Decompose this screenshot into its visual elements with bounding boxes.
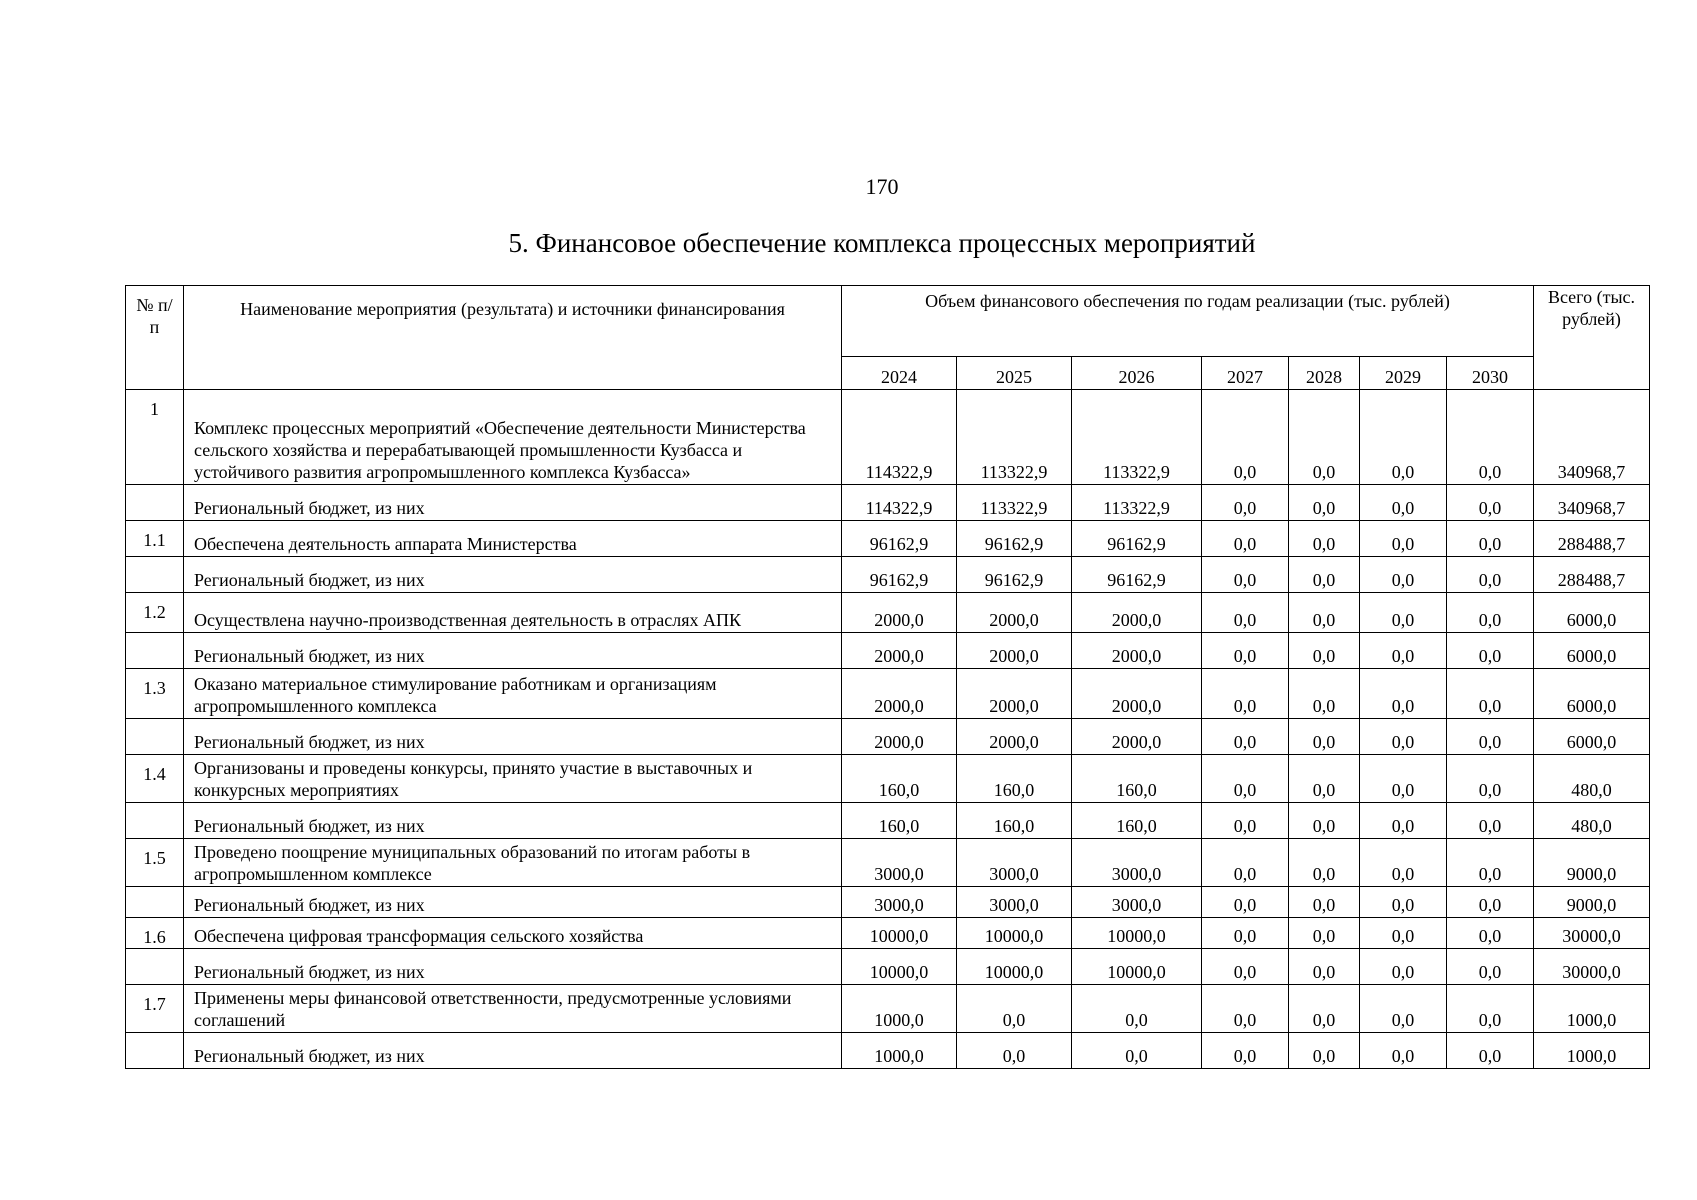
row-value-2028: 0,0 bbox=[1289, 985, 1360, 1033]
row-value-2028: 0,0 bbox=[1289, 719, 1360, 755]
row-value-2030: 0,0 bbox=[1447, 918, 1534, 949]
row-name: Проведено поощрение муниципальных образований по итогам работы в агропромышленном комплексе bbox=[184, 839, 842, 887]
row-value-2030: 0,0 bbox=[1447, 803, 1534, 839]
row-number: 1.2 bbox=[126, 593, 184, 633]
row-value-2028: 0,0 bbox=[1289, 803, 1360, 839]
row-value-2024: 114322,9 bbox=[842, 390, 957, 485]
table-row bbox=[126, 985, 1650, 1033]
row-value-2026: 2000,0 bbox=[1072, 593, 1202, 633]
row-value-2028: 0,0 bbox=[1289, 669, 1360, 719]
row-total: 6000,0 bbox=[1534, 633, 1650, 669]
row-value-2029: 0,0 bbox=[1360, 633, 1447, 669]
row-total: 288488,7 bbox=[1534, 557, 1650, 593]
row-value-2027: 0,0 bbox=[1202, 755, 1289, 803]
row-name: Региональный бюджет, из них bbox=[184, 633, 842, 669]
row-value-2025: 0,0 bbox=[957, 1033, 1072, 1069]
row-total: 480,0 bbox=[1534, 755, 1650, 803]
row-value-2026: 2000,0 bbox=[1072, 719, 1202, 755]
row-total: 340968,7 bbox=[1534, 485, 1650, 521]
table-row bbox=[126, 633, 1650, 669]
row-value-2030: 0,0 bbox=[1447, 593, 1534, 633]
row-value-2027: 0,0 bbox=[1202, 390, 1289, 485]
row-number bbox=[126, 949, 184, 985]
row-total: 1000,0 bbox=[1534, 1033, 1650, 1069]
financing-table bbox=[125, 285, 1650, 1069]
row-value-2025: 96162,9 bbox=[957, 521, 1072, 557]
row-value-2029: 0,0 bbox=[1360, 839, 1447, 887]
row-number bbox=[126, 887, 184, 918]
row-total: 9000,0 bbox=[1534, 839, 1650, 887]
header-year: 2028 bbox=[1289, 357, 1360, 390]
row-value-2028: 0,0 bbox=[1289, 485, 1360, 521]
row-value-2027: 0,0 bbox=[1202, 887, 1289, 918]
row-name: Региональный бюджет, из них bbox=[184, 949, 842, 985]
header-number: № п/п bbox=[126, 286, 184, 390]
row-number: 1.5 bbox=[126, 839, 184, 887]
table-row bbox=[126, 887, 1650, 918]
row-value-2029: 0,0 bbox=[1360, 918, 1447, 949]
row-value-2026: 2000,0 bbox=[1072, 669, 1202, 719]
page-number: 170 bbox=[865, 174, 899, 199]
row-name: Региональный бюджет, из них bbox=[184, 719, 842, 755]
row-value-2030: 0,0 bbox=[1447, 755, 1534, 803]
row-value-2026: 2000,0 bbox=[1072, 633, 1202, 669]
row-value-2025: 113322,9 bbox=[957, 390, 1072, 485]
header-year: 2029 bbox=[1360, 357, 1447, 390]
row-value-2027: 0,0 bbox=[1202, 633, 1289, 669]
header-year: 2030 bbox=[1447, 357, 1534, 390]
row-value-2030: 0,0 bbox=[1447, 839, 1534, 887]
row-value-2025: 3000,0 bbox=[957, 839, 1072, 887]
row-value-2025: 2000,0 bbox=[957, 669, 1072, 719]
row-total: 340968,7 bbox=[1534, 390, 1650, 485]
row-name: Осуществлена научно-производственная деятельность в отраслях АПК bbox=[184, 593, 842, 633]
row-value-2030: 0,0 bbox=[1447, 949, 1534, 985]
row-value-2027: 0,0 bbox=[1202, 669, 1289, 719]
header-year: 2025 bbox=[957, 357, 1072, 390]
row-value-2030: 0,0 bbox=[1447, 669, 1534, 719]
row-name: Оказано материальное стимулирование работникам и организациям агропромышленного комплекса bbox=[184, 669, 842, 719]
row-value-2025: 113322,9 bbox=[957, 485, 1072, 521]
row-total: 1000,0 bbox=[1534, 985, 1650, 1033]
row-value-2026: 0,0 bbox=[1072, 985, 1202, 1033]
header-volume: Объем финансового обеспечения по годам реализации (тыс. рублей) bbox=[842, 286, 1534, 357]
row-value-2024: 3000,0 bbox=[842, 887, 957, 918]
table-row bbox=[126, 803, 1650, 839]
table-row bbox=[126, 755, 1650, 803]
row-value-2028: 0,0 bbox=[1289, 593, 1360, 633]
row-total: 30000,0 bbox=[1534, 918, 1650, 949]
row-value-2025: 160,0 bbox=[957, 755, 1072, 803]
row-value-2025: 10000,0 bbox=[957, 918, 1072, 949]
row-name: Организованы и проведены конкурсы, принято участие в выставочных и конкурсных мероприятиях bbox=[184, 755, 842, 803]
row-number bbox=[126, 557, 184, 593]
table-row bbox=[126, 1033, 1650, 1069]
row-value-2029: 0,0 bbox=[1360, 949, 1447, 985]
row-value-2029: 0,0 bbox=[1360, 719, 1447, 755]
row-name: Обеспечена деятельность аппарата Министерства bbox=[184, 521, 842, 557]
row-value-2030: 0,0 bbox=[1447, 521, 1534, 557]
row-number: 1.1 bbox=[126, 521, 184, 557]
row-value-2029: 0,0 bbox=[1360, 985, 1447, 1033]
row-value-2029: 0,0 bbox=[1360, 593, 1447, 633]
row-value-2028: 0,0 bbox=[1289, 839, 1360, 887]
row-number: 1.4 bbox=[126, 755, 184, 803]
row-number: 1.6 bbox=[126, 918, 184, 949]
row-number bbox=[126, 803, 184, 839]
row-value-2029: 0,0 bbox=[1360, 1033, 1447, 1069]
table-row bbox=[126, 521, 1650, 557]
row-value-2024: 2000,0 bbox=[842, 719, 957, 755]
row-total: 480,0 bbox=[1534, 803, 1650, 839]
row-value-2028: 0,0 bbox=[1289, 521, 1360, 557]
row-value-2030: 0,0 bbox=[1447, 557, 1534, 593]
row-total: 6000,0 bbox=[1534, 669, 1650, 719]
row-value-2029: 0,0 bbox=[1360, 803, 1447, 839]
row-value-2027: 0,0 bbox=[1202, 839, 1289, 887]
header-total: Всего (тыс. рублей) bbox=[1534, 286, 1650, 390]
row-value-2029: 0,0 bbox=[1360, 887, 1447, 918]
row-value-2029: 0,0 bbox=[1360, 521, 1447, 557]
row-total: 30000,0 bbox=[1534, 949, 1650, 985]
row-value-2030: 0,0 bbox=[1447, 1033, 1534, 1069]
row-value-2027: 0,0 bbox=[1202, 521, 1289, 557]
row-value-2029: 0,0 bbox=[1360, 755, 1447, 803]
row-value-2024: 10000,0 bbox=[842, 949, 957, 985]
row-total: 6000,0 bbox=[1534, 719, 1650, 755]
row-value-2030: 0,0 bbox=[1447, 485, 1534, 521]
row-value-2027: 0,0 bbox=[1202, 485, 1289, 521]
header-year: 2027 bbox=[1202, 357, 1289, 390]
row-value-2024: 114322,9 bbox=[842, 485, 957, 521]
row-value-2024: 2000,0 bbox=[842, 593, 957, 633]
row-value-2028: 0,0 bbox=[1289, 918, 1360, 949]
row-value-2025: 3000,0 bbox=[957, 887, 1072, 918]
row-value-2026: 10000,0 bbox=[1072, 949, 1202, 985]
row-value-2027: 0,0 bbox=[1202, 1033, 1289, 1069]
table-row bbox=[126, 557, 1650, 593]
row-value-2027: 0,0 bbox=[1202, 985, 1289, 1033]
row-value-2026: 113322,9 bbox=[1072, 485, 1202, 521]
row-value-2025: 96162,9 bbox=[957, 557, 1072, 593]
row-value-2025: 0,0 bbox=[957, 985, 1072, 1033]
row-value-2029: 0,0 bbox=[1360, 390, 1447, 485]
row-value-2026: 10000,0 bbox=[1072, 918, 1202, 949]
section-title: 5. Финансовое обеспечение комплекса процессных мероприятий bbox=[508, 228, 1256, 258]
row-value-2024: 10000,0 bbox=[842, 918, 957, 949]
header-year: 2026 bbox=[1072, 357, 1202, 390]
row-value-2024: 160,0 bbox=[842, 803, 957, 839]
row-value-2028: 0,0 bbox=[1289, 390, 1360, 485]
row-number bbox=[126, 633, 184, 669]
row-value-2028: 0,0 bbox=[1289, 557, 1360, 593]
row-value-2027: 0,0 bbox=[1202, 803, 1289, 839]
row-value-2030: 0,0 bbox=[1447, 719, 1534, 755]
table-row bbox=[126, 669, 1650, 719]
row-value-2024: 3000,0 bbox=[842, 839, 957, 887]
row-total: 6000,0 bbox=[1534, 593, 1650, 633]
row-value-2027: 0,0 bbox=[1202, 918, 1289, 949]
row-value-2026: 113322,9 bbox=[1072, 390, 1202, 485]
row-value-2028: 0,0 bbox=[1289, 887, 1360, 918]
row-value-2026: 3000,0 bbox=[1072, 839, 1202, 887]
row-value-2030: 0,0 bbox=[1447, 985, 1534, 1033]
table-row bbox=[126, 719, 1650, 755]
table-row bbox=[126, 839, 1650, 887]
row-value-2028: 0,0 bbox=[1289, 755, 1360, 803]
row-value-2024: 160,0 bbox=[842, 755, 957, 803]
table-row bbox=[126, 485, 1650, 521]
row-value-2029: 0,0 bbox=[1360, 557, 1447, 593]
row-number: 1.7 bbox=[126, 985, 184, 1033]
row-name: Региональный бюджет, из них bbox=[184, 1033, 842, 1069]
row-value-2029: 0,0 bbox=[1360, 669, 1447, 719]
row-value-2025: 10000,0 bbox=[957, 949, 1072, 985]
row-value-2027: 0,0 bbox=[1202, 719, 1289, 755]
row-value-2028: 0,0 bbox=[1289, 633, 1360, 669]
row-name: Комплекс процессных мероприятий «Обеспечение деятельности Министерства сельского хозяйства и перерабатывающей промышленности Кузбасса и устойчивого развития агропромышленного комплекса Кузбасса» bbox=[184, 390, 842, 485]
row-value-2024: 2000,0 bbox=[842, 633, 957, 669]
row-name: Региональный бюджет, из них bbox=[184, 803, 842, 839]
row-value-2029: 0,0 bbox=[1360, 485, 1447, 521]
row-name: Обеспечена цифровая трансформация сельского хозяйства bbox=[184, 918, 842, 949]
table-row bbox=[126, 918, 1650, 949]
row-number: 1.3 bbox=[126, 669, 184, 719]
row-value-2030: 0,0 bbox=[1447, 390, 1534, 485]
row-number bbox=[126, 485, 184, 521]
row-value-2024: 2000,0 bbox=[842, 669, 957, 719]
row-value-2028: 0,0 bbox=[1289, 949, 1360, 985]
row-value-2025: 2000,0 bbox=[957, 633, 1072, 669]
row-value-2030: 0,0 bbox=[1447, 633, 1534, 669]
row-value-2026: 3000,0 bbox=[1072, 887, 1202, 918]
row-value-2026: 0,0 bbox=[1072, 1033, 1202, 1069]
row-name: Региональный бюджет, из них bbox=[184, 485, 842, 521]
row-value-2024: 1000,0 bbox=[842, 1033, 957, 1069]
row-name: Применены меры финансовой ответственности, предусмотренные условиями соглашений bbox=[184, 985, 842, 1033]
row-total: 9000,0 bbox=[1534, 887, 1650, 918]
row-number bbox=[126, 1033, 184, 1069]
row-number bbox=[126, 719, 184, 755]
row-value-2025: 2000,0 bbox=[957, 719, 1072, 755]
row-value-2026: 96162,9 bbox=[1072, 557, 1202, 593]
row-value-2027: 0,0 bbox=[1202, 593, 1289, 633]
row-value-2026: 160,0 bbox=[1072, 755, 1202, 803]
row-name: Региональный бюджет, из них bbox=[184, 887, 842, 918]
row-value-2024: 1000,0 bbox=[842, 985, 957, 1033]
table-row bbox=[126, 593, 1650, 633]
row-number: 1 bbox=[126, 390, 184, 485]
row-value-2024: 96162,9 bbox=[842, 521, 957, 557]
row-total: 288488,7 bbox=[1534, 521, 1650, 557]
row-value-2030: 0,0 bbox=[1447, 887, 1534, 918]
row-value-2028: 0,0 bbox=[1289, 1033, 1360, 1069]
table-row bbox=[126, 390, 1650, 485]
header-name: Наименование мероприятия (результата) и источники финансирования bbox=[184, 286, 842, 390]
row-value-2025: 160,0 bbox=[957, 803, 1072, 839]
row-value-2025: 2000,0 bbox=[957, 593, 1072, 633]
row-name: Региональный бюджет, из них bbox=[184, 557, 842, 593]
row-value-2027: 0,0 bbox=[1202, 557, 1289, 593]
row-value-2024: 96162,9 bbox=[842, 557, 957, 593]
row-value-2026: 160,0 bbox=[1072, 803, 1202, 839]
row-value-2027: 0,0 bbox=[1202, 949, 1289, 985]
header-year: 2024 bbox=[842, 357, 957, 390]
table-row bbox=[126, 949, 1650, 985]
row-value-2026: 96162,9 bbox=[1072, 521, 1202, 557]
